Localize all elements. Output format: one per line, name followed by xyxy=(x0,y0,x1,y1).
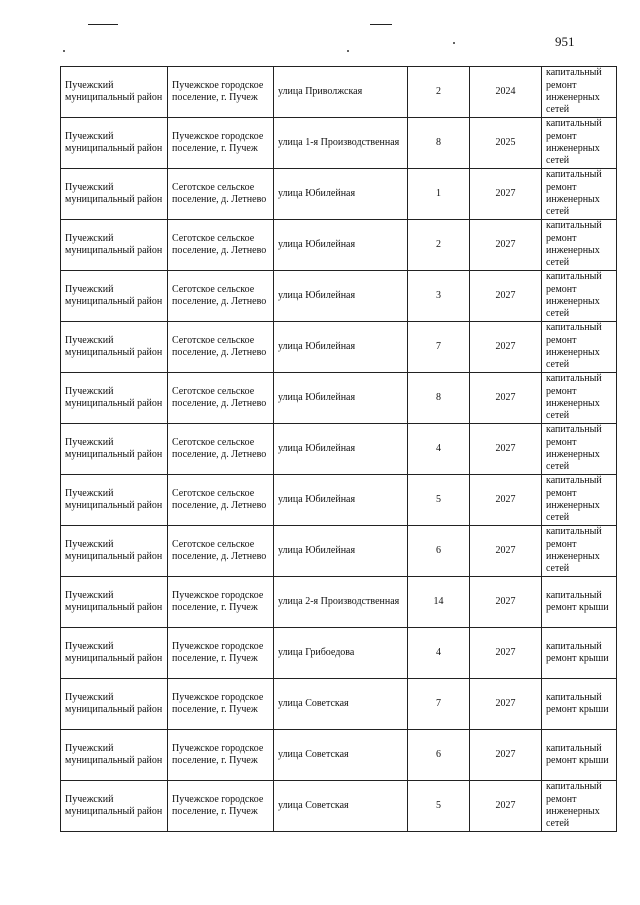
year-cell: 2027 xyxy=(470,628,542,679)
district-cell: Пучежский муниципальный район xyxy=(61,679,168,730)
year-cell: 2027 xyxy=(470,679,542,730)
work-type-cell: капитальный ремонт инженерных сетей xyxy=(542,169,617,220)
district-cell: Пучежский муниципальный район xyxy=(61,730,168,781)
settlement-cell: Пучежское городское поселение, г. Пучеж xyxy=(168,628,274,679)
street-cell: улица Юбилейная xyxy=(274,373,408,424)
house-number-cell: 7 xyxy=(408,322,470,373)
settlement-cell: Сеготское сельское поселение, д. Летнево xyxy=(168,424,274,475)
street-cell: улица Юбилейная xyxy=(274,322,408,373)
settlement-cell: Пучежское городское поселение, г. Пучеж xyxy=(168,118,274,169)
district-cell: Пучежский муниципальный район xyxy=(61,526,168,577)
scan-artifact-line xyxy=(370,24,392,25)
table-row xyxy=(61,220,617,271)
table-row xyxy=(61,577,617,628)
scan-artifact-speck xyxy=(63,50,65,52)
house-number-cell: 6 xyxy=(408,526,470,577)
house-number-cell: 8 xyxy=(408,373,470,424)
house-number-cell: 6 xyxy=(408,730,470,781)
street-cell: улица Юбилейная xyxy=(274,475,408,526)
district-cell: Пучежский муниципальный район xyxy=(61,118,168,169)
table-row xyxy=(61,679,617,730)
year-cell: 2027 xyxy=(470,271,542,322)
year-cell: 2027 xyxy=(470,730,542,781)
house-number-cell: 2 xyxy=(408,67,470,118)
year-cell: 2027 xyxy=(470,373,542,424)
year-cell: 2027 xyxy=(470,169,542,220)
housing-repair-table xyxy=(60,66,617,832)
settlement-cell: Пучежское городское поселение, г. Пучеж xyxy=(168,679,274,730)
house-number-cell: 4 xyxy=(408,424,470,475)
work-type-cell: капитальный ремонт инженерных сетей xyxy=(542,781,617,832)
table-row xyxy=(61,424,617,475)
table-row xyxy=(61,373,617,424)
house-number-cell: 2 xyxy=(408,220,470,271)
work-type-cell: капитальный ремонт инженерных сетей xyxy=(542,220,617,271)
year-cell: 2027 xyxy=(470,424,542,475)
settlement-cell: Сеготское сельское поселение, д. Летнево xyxy=(168,271,274,322)
district-cell: Пучежский муниципальный район xyxy=(61,67,168,118)
street-cell: улица Юбилейная xyxy=(274,220,408,271)
house-number-cell: 5 xyxy=(408,475,470,526)
table-row xyxy=(61,628,617,679)
street-cell: улица Грибоедова xyxy=(274,628,408,679)
year-cell: 2024 xyxy=(470,67,542,118)
house-number-cell: 3 xyxy=(408,271,470,322)
year-cell: 2027 xyxy=(470,475,542,526)
work-type-cell: капитальный ремонт инженерных сетей xyxy=(542,67,617,118)
house-number-cell: 1 xyxy=(408,169,470,220)
table-row xyxy=(61,526,617,577)
street-cell: улица Юбилейная xyxy=(274,169,408,220)
house-number-cell: 14 xyxy=(408,577,470,628)
district-cell: Пучежский муниципальный район xyxy=(61,373,168,424)
settlement-cell: Сеготское сельское поселение, д. Летнево xyxy=(168,220,274,271)
scan-artifact-line xyxy=(88,24,118,25)
table-row xyxy=(61,730,617,781)
page-number: 951 xyxy=(555,34,575,49)
district-cell: Пучежский муниципальный район xyxy=(61,628,168,679)
work-type-cell: капитальный ремонт инженерных сетей xyxy=(542,526,617,577)
year-cell: 2027 xyxy=(470,322,542,373)
street-cell: улица 2-я Производственная xyxy=(274,577,408,628)
work-type-cell: капитальный ремонт крыши xyxy=(542,577,617,628)
street-cell: улица 1-я Производственная xyxy=(274,118,408,169)
work-type-cell: капитальный ремонт инженерных сетей xyxy=(542,322,617,373)
settlement-cell: Пучежское городское поселение, г. Пучеж xyxy=(168,577,274,628)
scan-artifact-speck xyxy=(453,42,455,44)
settlement-cell: Пучежское городское поселение, г. Пучеж xyxy=(168,781,274,832)
table-row xyxy=(61,475,617,526)
year-cell: 2027 xyxy=(470,577,542,628)
year-cell: 2027 xyxy=(470,220,542,271)
table-row xyxy=(61,118,617,169)
work-type-cell: капитальный ремонт инженерных сетей xyxy=(542,475,617,526)
district-cell: Пучежский муниципальный район xyxy=(61,781,168,832)
district-cell: Пучежский муниципальный район xyxy=(61,220,168,271)
settlement-cell: Сеготское сельское поселение, д. Летнево xyxy=(168,169,274,220)
district-cell: Пучежский муниципальный район xyxy=(61,271,168,322)
settlement-cell: Сеготское сельское поселение, д. Летнево xyxy=(168,475,274,526)
house-number-cell: 4 xyxy=(408,628,470,679)
street-cell: улица Советская xyxy=(274,781,408,832)
settlement-cell: Пучежское городское поселение, г. Пучеж xyxy=(168,67,274,118)
year-cell: 2025 xyxy=(470,118,542,169)
district-cell: Пучежский муниципальный район xyxy=(61,577,168,628)
street-cell: улица Приволжская xyxy=(274,67,408,118)
work-type-cell: капитальный ремонт крыши xyxy=(542,628,617,679)
settlement-cell: Сеготское сельское поселение, д. Летнево xyxy=(168,373,274,424)
settlement-cell: Пучежское городское поселение, г. Пучеж xyxy=(168,730,274,781)
year-cell: 2027 xyxy=(470,781,542,832)
street-cell: улица Советская xyxy=(274,679,408,730)
work-type-cell: капитальный ремонт инженерных сетей xyxy=(542,373,617,424)
work-type-cell: капитальный ремонт крыши xyxy=(542,679,617,730)
street-cell: улица Юбилейная xyxy=(274,424,408,475)
district-cell: Пучежский муниципальный район xyxy=(61,322,168,373)
settlement-cell: Сеготское сельское поселение, д. Летнево xyxy=(168,526,274,577)
street-cell: улица Советская xyxy=(274,730,408,781)
settlement-cell: Сеготское сельское поселение, д. Летнево xyxy=(168,322,274,373)
table-row xyxy=(61,271,617,322)
house-number-cell: 7 xyxy=(408,679,470,730)
table-row xyxy=(61,67,617,118)
scan-artifact-speck xyxy=(347,50,349,52)
district-cell: Пучежский муниципальный район xyxy=(61,475,168,526)
table-row xyxy=(61,322,617,373)
table-row xyxy=(61,781,617,832)
house-number-cell: 5 xyxy=(408,781,470,832)
street-cell: улица Юбилейная xyxy=(274,526,408,577)
work-type-cell: капитальный ремонт инженерных сетей xyxy=(542,271,617,322)
district-cell: Пучежский муниципальный район xyxy=(61,424,168,475)
work-type-cell: капитальный ремонт крыши xyxy=(542,730,617,781)
table-row xyxy=(61,169,617,220)
district-cell: Пучежский муниципальный район xyxy=(61,169,168,220)
street-cell: улица Юбилейная xyxy=(274,271,408,322)
work-type-cell: капитальный ремонт инженерных сетей xyxy=(542,118,617,169)
year-cell: 2027 xyxy=(470,526,542,577)
house-number-cell: 8 xyxy=(408,118,470,169)
work-type-cell: капитальный ремонт инженерных сетей xyxy=(542,424,617,475)
